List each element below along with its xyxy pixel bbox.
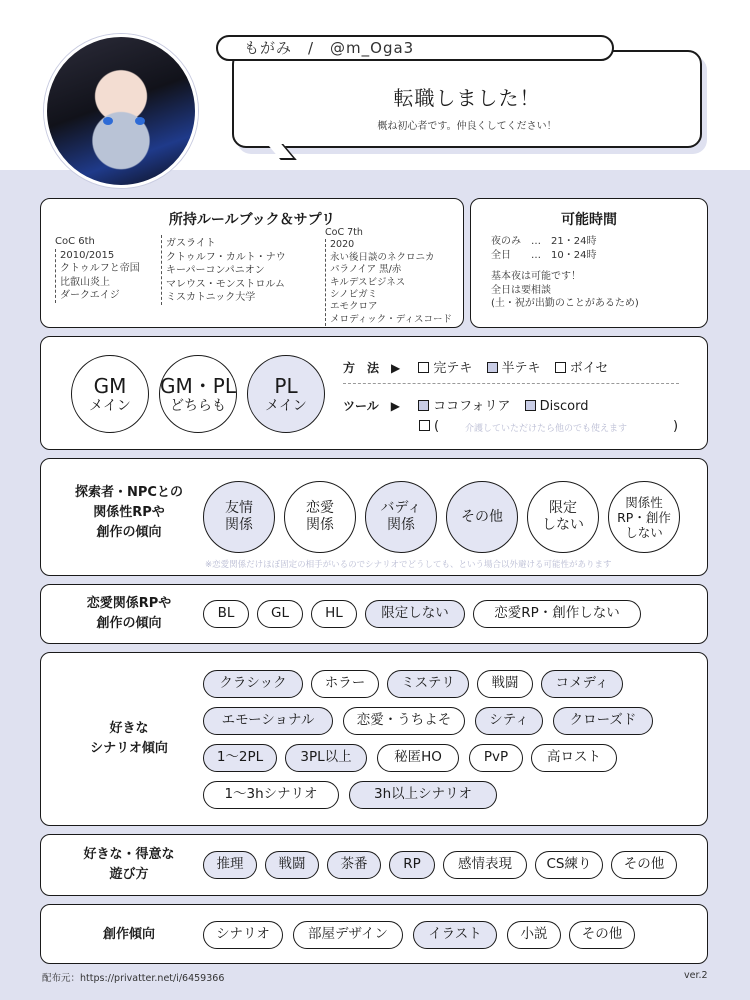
playstyle-panel	[40, 834, 708, 896]
relations-label	[59, 483, 199, 543]
playstyle-option[interactable]: CS練り	[535, 851, 603, 879]
avatar	[44, 34, 198, 188]
rulebook-col3-item: 永い後日談のネクロニカ	[330, 251, 435, 263]
playstyle-option[interactable]: その他	[611, 851, 677, 879]
creative-label	[59, 925, 199, 945]
playstyle-option[interactable]: RP	[389, 851, 435, 879]
rulebook-col-1	[55, 235, 140, 303]
relations-panel	[40, 458, 708, 576]
role-sub: メイン	[265, 397, 307, 414]
option-line: 関係	[306, 517, 334, 533]
rulebook-col3-item: CoC 7th	[325, 227, 363, 238]
scenario-option[interactable]: エモーショナル	[203, 707, 333, 735]
option-line: バディ	[380, 500, 422, 516]
method-label-text: ボイセ	[569, 361, 609, 376]
method-label-text: 半テキ	[501, 361, 541, 376]
creative-option[interactable]: シナリオ	[203, 921, 283, 949]
role-label: GM	[93, 373, 127, 398]
rulebook-col3-item: エモクロア	[330, 301, 378, 313]
scenario-panel	[40, 652, 708, 826]
label-line: シナリオ傾向	[90, 741, 168, 756]
tool-row	[343, 395, 589, 414]
creative-panel	[40, 904, 708, 964]
rulebook-title: 所持ルールブック＆サプリ	[168, 212, 336, 228]
role-sub: メイン	[89, 397, 131, 414]
availability-line: 夜のみ … 21・24時	[491, 236, 597, 247]
rulebook-col1-item: ダークエイジ	[60, 290, 120, 301]
checkbox[interactable]	[487, 362, 498, 373]
paren-open: (	[434, 419, 440, 434]
creative-option[interactable]: 小説	[507, 921, 561, 949]
avatar-eye-left	[103, 117, 113, 125]
greeting: 概ね初心者です。仲良くしてください！	[377, 121, 557, 132]
relations-note: ※恋愛関係だけほぼ固定の相手がいるのでシナリオでどうしても、という場合以外避ける可能性があります	[205, 560, 612, 570]
checkbox[interactable]	[418, 400, 429, 411]
relation-unlimited[interactable]	[527, 481, 599, 553]
tool-option-cocofolia[interactable]	[418, 399, 510, 414]
role-gm-pl-both[interactable]	[159, 355, 237, 433]
avatar-eye-right	[135, 117, 145, 125]
scenario-option[interactable]: クローズド	[553, 707, 653, 735]
method-row	[343, 357, 608, 376]
tool-other-row[interactable]	[419, 419, 439, 434]
playstyle-label	[59, 845, 199, 885]
availability-note: 基本夜は可能です！	[491, 271, 581, 282]
creative-option[interactable]: その他	[569, 921, 635, 949]
rulebook-col2-item: ガスライト	[166, 238, 216, 249]
availability-note: 全日は要相談	[491, 284, 551, 296]
rulebook-col-2	[161, 235, 286, 305]
play-panel	[40, 336, 708, 450]
scenario-option[interactable]: クラシック	[203, 670, 303, 698]
option-line: 関係	[225, 517, 253, 533]
label-line: 探索者・NPCとの	[75, 485, 183, 500]
scenario-option[interactable]: シティ	[475, 707, 543, 735]
method-label: 方 法 ▶	[343, 361, 401, 375]
romance-panel	[40, 584, 708, 644]
rulebook-col2-item: マレウス・モンストロルム	[166, 278, 285, 290]
option-line: しない	[542, 517, 584, 533]
speech-bubble	[232, 50, 702, 148]
footer-source[interactable]: 配布元：https://privatter.net/i/6459366	[42, 973, 225, 984]
relation-other[interactable]	[446, 481, 518, 553]
label-line: 創作の傾向	[96, 525, 162, 540]
scenario-label	[59, 719, 199, 759]
rulebook-panel	[40, 198, 464, 328]
scenario-option[interactable]: 3h以上シナリオ	[349, 781, 497, 809]
rulebook-col-3	[325, 227, 452, 326]
scenario-option[interactable]: 1〜2PL	[203, 744, 277, 772]
relation-friendship[interactable]	[203, 481, 275, 553]
rulebook-col2-item: キーパーコンパニオン	[166, 265, 265, 276]
label-line: 恋愛関係RPや	[86, 596, 172, 611]
rulebook-col1-item: クトゥルフと帝国	[60, 263, 140, 274]
option-line: 関係	[387, 517, 415, 533]
role-pl-main[interactable]	[247, 355, 325, 433]
label-line: 遊び方	[109, 867, 149, 882]
label-line: 創作の傾向	[96, 616, 162, 631]
divider	[343, 383, 679, 384]
scenario-option[interactable]: 恋愛・うちよそ	[343, 707, 465, 735]
method-option-kantext[interactable]	[418, 361, 472, 376]
scenario-option[interactable]: 秘匿HO	[377, 744, 459, 772]
checkbox[interactable]	[418, 362, 429, 373]
label-line: 創作傾向	[102, 927, 155, 942]
creative-option[interactable]: イラスト	[413, 921, 497, 949]
romance-option-gl[interactable]: GL	[257, 600, 303, 628]
option-line: 限定	[549, 500, 577, 516]
scenario-option[interactable]: ホラー	[311, 670, 379, 698]
rulebook-col2-item: ミスカトニック大学	[166, 292, 256, 303]
tool-label-text: ココフォリア	[433, 399, 511, 414]
rulebook-col3-item: シノビガミ	[330, 289, 378, 301]
tool-option-discord[interactable]	[525, 399, 589, 414]
checkbox[interactable]	[419, 420, 430, 431]
rulebook-col3-item: 2020	[330, 239, 355, 251]
label-line: 好きな	[109, 721, 149, 736]
footer-version: ver.2	[684, 970, 708, 981]
option-line: 友情	[225, 500, 253, 516]
tool-label: ツール ▶	[343, 399, 400, 413]
handle-bar: もがみ / @m_Oga3	[216, 35, 614, 61]
role-gm-main[interactable]	[71, 355, 149, 433]
role-label: GM・PL	[160, 373, 236, 398]
scenario-option[interactable]: 高ロスト	[531, 744, 617, 772]
relation-buddy[interactable]	[365, 481, 437, 553]
rulebook-col1-item: 比叡山炎上	[60, 276, 110, 288]
playstyle-option[interactable]: 推理	[203, 851, 257, 879]
method-label-text: 完テキ	[433, 361, 473, 376]
role-label: PL	[274, 373, 298, 398]
availability-line: 全日 … 10・24時	[491, 249, 597, 261]
romance-option-hl[interactable]: HL	[311, 600, 357, 628]
availability-panel	[470, 198, 708, 328]
option-line: 恋愛	[306, 500, 334, 516]
scenario-option[interactable]: コメディ	[541, 670, 623, 698]
scenario-option[interactable]: 3PL以上	[285, 744, 367, 772]
creative-option[interactable]: 部屋デザイン	[293, 921, 403, 949]
option-line: しない	[625, 524, 663, 540]
scenario-option[interactable]: PvP	[469, 744, 523, 772]
rulebook-col1-item: 2010/2015	[60, 249, 115, 261]
relation-romance[interactable]	[284, 481, 356, 553]
playstyle-option[interactable]: 感情表現	[443, 851, 527, 879]
checkbox[interactable]	[555, 362, 566, 373]
paren-close: )	[673, 419, 679, 434]
option-line: その他	[461, 508, 503, 525]
checkbox[interactable]	[525, 400, 536, 411]
rulebook-col1-item: CoC 6th	[55, 236, 95, 247]
availability-note: (土・祝が出勤のことがあるため)	[491, 298, 639, 309]
label-line: 好きな・得意な	[83, 847, 175, 862]
scenario-option[interactable]: 戦闘	[477, 670, 533, 698]
romance-option-unlimited[interactable]: 限定しない	[365, 600, 465, 628]
romance-option-none[interactable]: 恋愛RP・創作しない	[473, 600, 641, 628]
availability-title: 可能時間	[561, 212, 617, 228]
rulebook-col3-item: キルデスビジネス	[330, 276, 406, 288]
rulebook-col3-item: メロディック・ディスコード	[330, 313, 452, 325]
rulebook-col2-item: クトゥルフ・カルト・ナウ	[166, 251, 286, 263]
method-option-voice[interactable]	[555, 361, 609, 376]
option-line: RP・創作	[617, 509, 671, 525]
option-line: 関係性	[625, 494, 663, 510]
scenario-option[interactable]: 1〜3hシナリオ	[203, 781, 339, 809]
tool-other-hint: 介護していただけたら他のでも使えます	[465, 424, 628, 434]
romance-option-bl[interactable]: BL	[203, 600, 249, 628]
availability-lines	[491, 235, 639, 311]
label-line: 関係性RPや	[93, 505, 165, 520]
scenario-option[interactable]: ミステリ	[387, 670, 469, 698]
method-option-hantext[interactable]	[487, 361, 541, 376]
romance-label	[59, 594, 199, 634]
relation-none[interactable]	[608, 481, 680, 553]
playstyle-option[interactable]: 茶番	[327, 851, 381, 879]
headline: 転職しました！	[393, 86, 541, 110]
rulebook-col3-item: パラノイア 黒/赤	[330, 264, 402, 276]
role-sub: どちらも	[170, 397, 226, 414]
playstyle-option[interactable]: 戦闘	[265, 851, 319, 879]
tool-label-text: Discord	[539, 399, 589, 414]
